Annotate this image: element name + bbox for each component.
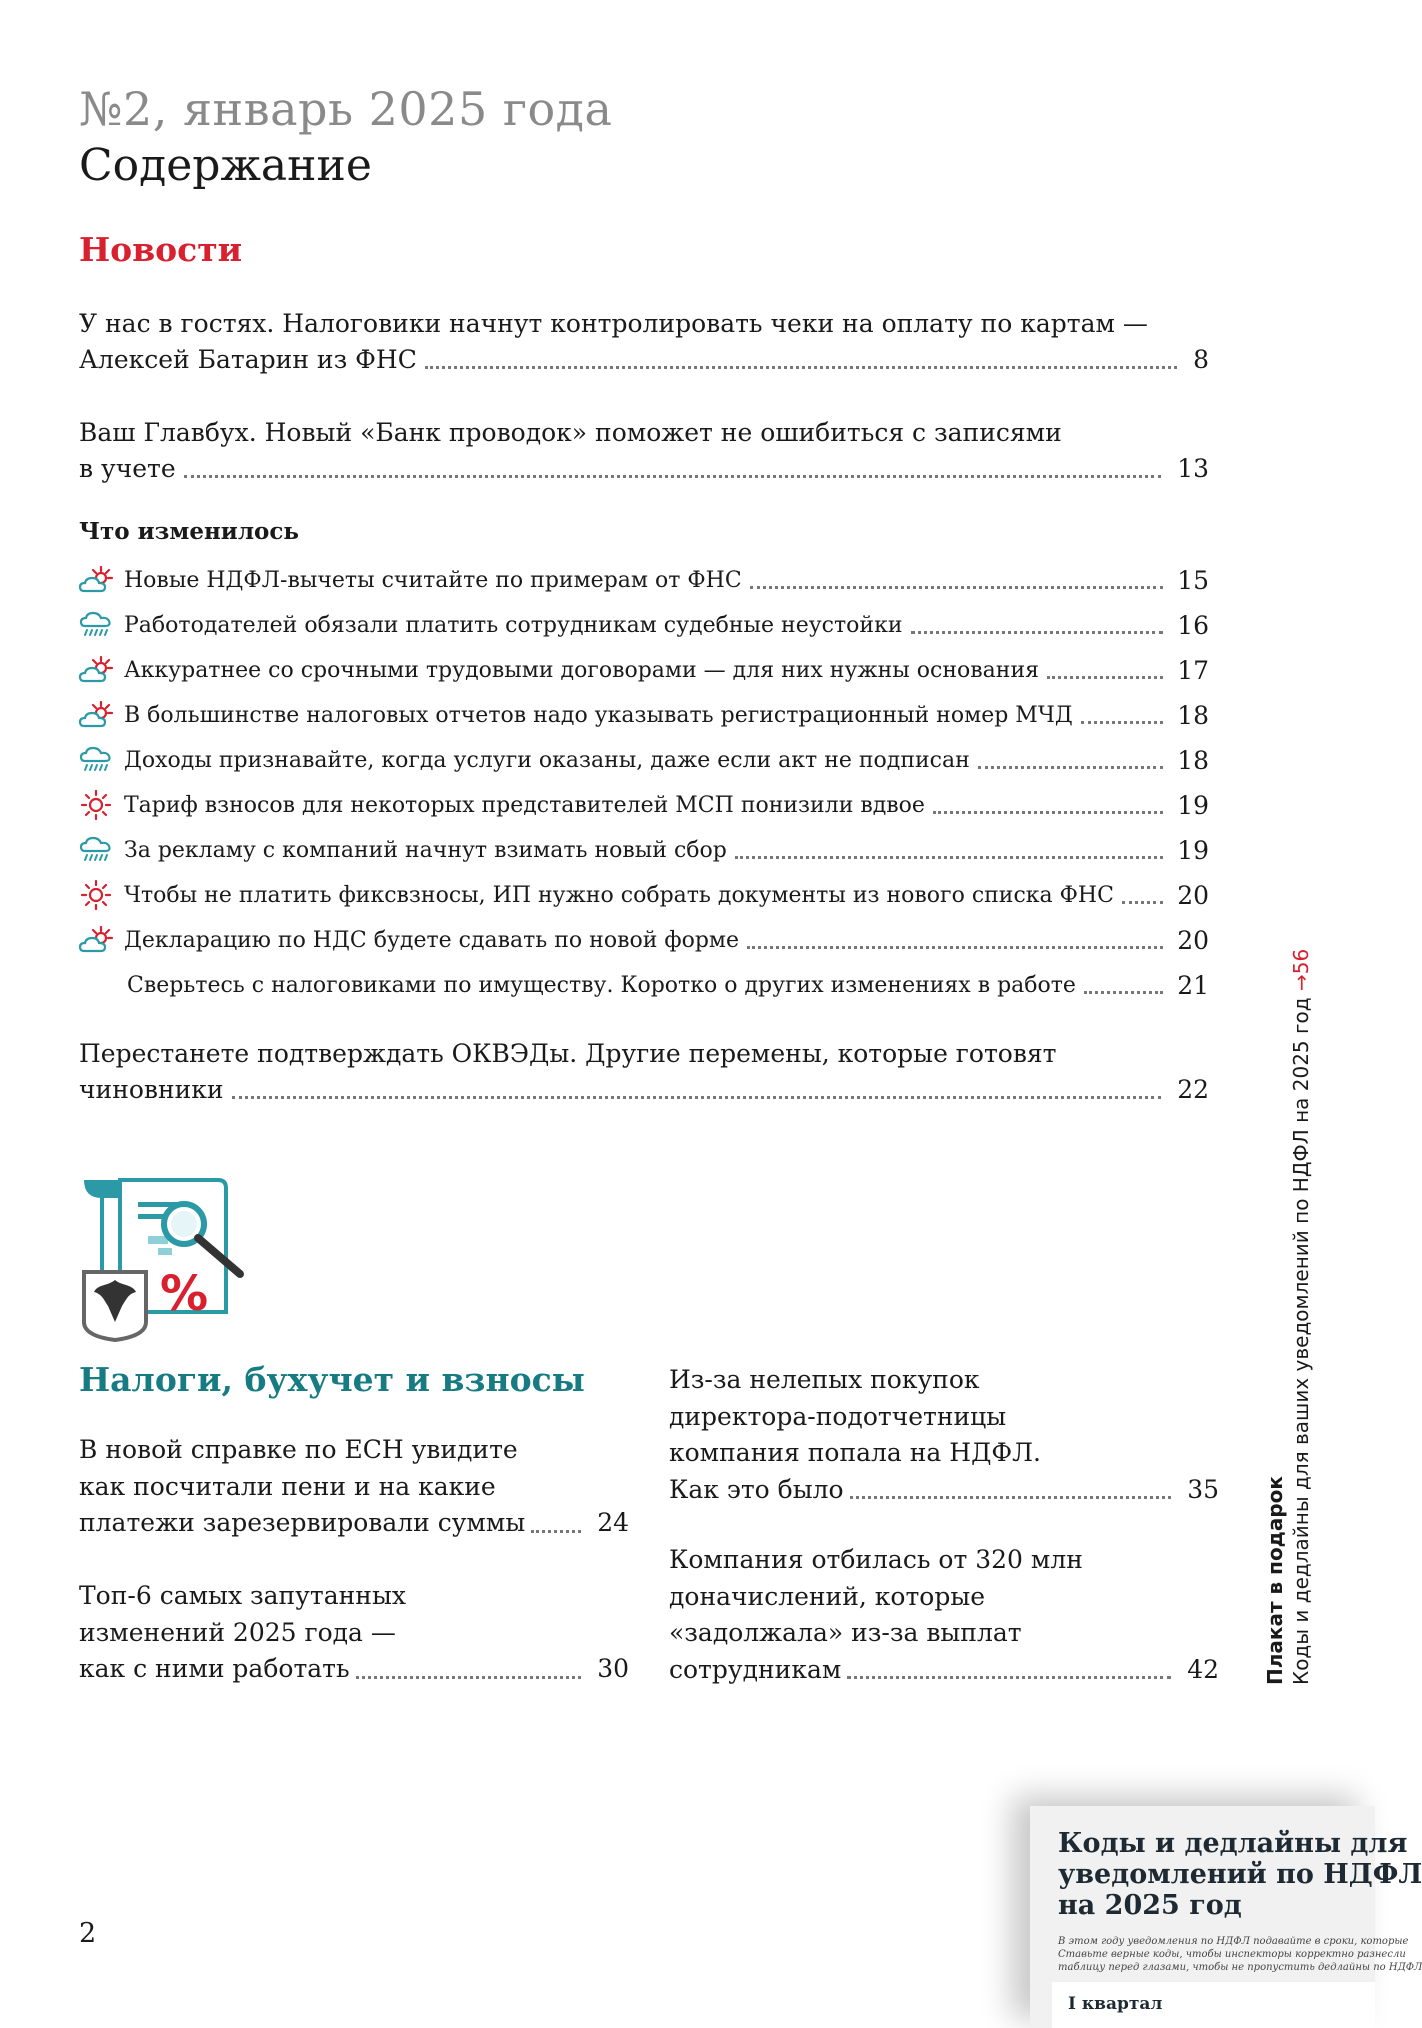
toc-entry[interactable] <box>79 1578 629 1688</box>
toc-page-number: 24 <box>597 1508 629 1537</box>
what-changed-item[interactable] <box>79 565 1209 595</box>
what-changed-item-title: Аккуратнее со срочными трудовыми договорами — для них нужны основания <box>124 657 1039 683</box>
leader-dots <box>933 811 1163 814</box>
leader-dots <box>911 631 1164 634</box>
poster-title: Коды и дедлайны для уведомлений по НДФЛ на 2025 год <box>1058 1828 1422 1921</box>
toc-entry-title: Компания отбилась от 320 млн <box>669 1545 1083 1574</box>
leader-dots <box>425 366 1177 369</box>
what-changed-item[interactable] <box>79 610 1209 640</box>
cloud-sun-icon <box>79 925 115 955</box>
toc-page-number: 42 <box>1187 1654 1219 1684</box>
cloud-rain-icon <box>79 745 115 775</box>
toc-entry-title: директора-подотчетницы <box>669 1401 1007 1431</box>
toc-page-number: 21 <box>1177 970 1209 1000</box>
toc-page-number: 15 <box>1177 565 1209 595</box>
toc-entry-title-cont: в учете <box>79 454 176 483</box>
section-heading-news: Новости <box>79 230 243 269</box>
leader-dots <box>847 1676 1171 1679</box>
toc-entry-title: Топ-6 самых запутанных <box>79 1581 406 1610</box>
toc-page-number: 18 <box>1177 700 1209 730</box>
what-changed-item[interactable] <box>79 790 1209 820</box>
leader-dots <box>750 586 1163 589</box>
what-changed-item-title: Тариф взносов для некоторых представителей МСП понизили вдвое <box>124 792 925 818</box>
toc-entry-title: платежи зарезервировали суммы <box>79 1508 526 1537</box>
toc-entry[interactable] <box>669 1362 1219 1508</box>
toc-entry-title: сотрудникам <box>669 1654 842 1684</box>
what-changed-item-title: Доходы признавайте, когда услуги оказаны, даже если акт не подписан <box>124 747 970 773</box>
what-changed-item-title: Работодателей обязали платить сотрудникам судебные неустойки <box>124 612 903 638</box>
toc-entry-title: как посчитали пени и на какие <box>79 1471 496 1501</box>
toc-entry-title-cont: чиновники <box>79 1075 224 1104</box>
poster-note: В этом году уведомления по НДФЛ подавайте в сроки, которые Ставьте верные коды, чтобы инспекторы корректно разнесли таблицу перед глазами, чтобы не пропустить дедлайны по НДФЛ <box>1058 1936 1422 1973</box>
toc-entry-title: Из-за нелепых покупок <box>669 1365 980 1394</box>
poster-quarter-label: I квартал <box>1068 1994 1163 2014</box>
cloud-sun-icon <box>79 700 115 730</box>
leader-dots <box>978 766 1163 769</box>
what-changed-item[interactable] <box>79 880 1209 910</box>
leader-dots <box>1047 676 1163 679</box>
what-changed-item-title: Новые НДФЛ-вычеты считайте по примерам от ФНС <box>124 567 742 593</box>
toc-entry[interactable] <box>669 1542 1219 1688</box>
leader-dots <box>747 946 1163 949</box>
what-changed-item[interactable] <box>79 970 1209 1000</box>
toc-page-number: 35 <box>1187 1474 1219 1504</box>
toc-page-number: 19 <box>1177 790 1209 820</box>
what-changed-item-title: Чтобы не платить фиксвзносы, ИП нужно собрать документы из нового списка ФНС <box>124 882 1114 908</box>
toc-entry-title: У нас в гостях. Налоговики начнут контролировать чеки на оплату по картам — <box>79 309 1148 338</box>
leader-dots <box>1081 721 1163 724</box>
toc-entry-title: компания попала на НДФЛ. <box>669 1438 1041 1467</box>
issue-number: №2, январь 2025 года <box>79 82 613 136</box>
subsection-heading-what-changed: Что изменилось <box>79 518 300 545</box>
toc-entry[interactable] <box>79 415 1209 487</box>
toc-entry[interactable] <box>79 1432 629 1542</box>
toc-entry-title: «задолжала» из-за выплат <box>669 1618 1022 1647</box>
cloud-rain-icon <box>79 835 115 865</box>
what-changed-item[interactable] <box>79 835 1209 865</box>
sidebar-page-number: 56 <box>1289 948 1313 975</box>
sun-icon <box>79 790 115 820</box>
toc-page-number: 20 <box>1177 925 1209 955</box>
toc-page-number: 20 <box>1177 880 1209 910</box>
what-changed-item-title: Декларацию по НДС будете сдавать по новой форме <box>124 927 740 953</box>
what-changed-item[interactable] <box>79 700 1209 730</box>
arrow-right-icon: → <box>1289 974 1313 992</box>
what-changed-item[interactable] <box>79 925 1209 955</box>
what-changed-item-title: Сверьтесь с налоговиками по имуществу. Коротко о других изменениях в работе <box>127 972 1076 998</box>
toc-entry-title: Ваш Главбух. Новый «Банк проводок» поможет не ошибиться с записями <box>79 418 1062 447</box>
page-number: 2 <box>79 1918 97 1949</box>
sidebar-text: Коды и дедлайны для ваших уведомлений по НДФЛ на 2025 год <box>1289 997 1313 1685</box>
leader-dots <box>735 856 1163 859</box>
tax-document-illustration <box>80 1172 260 1346</box>
leader-dots <box>1084 991 1163 994</box>
what-changed-item[interactable] <box>79 745 1209 775</box>
toc-entry-title-cont: Алексей Батарин из ФНС <box>79 345 417 374</box>
what-changed-item-title: В большинстве налоговых отчетов надо указывать регистрационный номер МЧД <box>124 702 1073 728</box>
leader-dots <box>531 1530 581 1533</box>
toc-entry-title: изменений 2025 года — <box>79 1617 396 1647</box>
sun-icon <box>79 880 115 910</box>
what-changed-item-title: За рекламу с компаний начнут взимать новый сбор <box>124 837 727 863</box>
leader-dots <box>850 1496 1172 1499</box>
toc-page-number: 13 <box>1177 454 1209 483</box>
toc-page-number: 19 <box>1177 835 1209 865</box>
section-heading-taxes: Налоги, бухучет и взносы <box>79 1360 585 1399</box>
toc-entry[interactable] <box>79 1036 1209 1108</box>
svg-text:%: % <box>160 1266 209 1322</box>
toc-page-number: 30 <box>597 1654 629 1683</box>
leader-dots <box>356 1676 582 1679</box>
page-title: Содержание <box>79 140 372 191</box>
leader-dots <box>184 475 1162 478</box>
leader-dots <box>232 1096 1162 1099</box>
toc-entry-title: Как это было <box>669 1474 844 1504</box>
poster-gift-sidebar[interactable] <box>1262 948 1322 1685</box>
cloud-sun-icon <box>79 565 115 595</box>
toc-entry-title: доначислений, которые <box>669 1581 986 1611</box>
toc-entry[interactable] <box>79 306 1209 378</box>
what-changed-item[interactable] <box>79 655 1209 685</box>
toc-page-number: 16 <box>1177 610 1209 640</box>
toc-page-number: 17 <box>1177 655 1209 685</box>
cloud-rain-icon <box>79 610 115 640</box>
toc-entry-title: как с ними работать <box>79 1654 350 1683</box>
toc-page-number: 8 <box>1193 345 1209 374</box>
toc-page-number: 18 <box>1177 745 1209 775</box>
toc-entry-title: В новой справке по ЕСН увидите <box>79 1435 518 1464</box>
cloud-sun-icon <box>79 655 115 685</box>
leader-dots <box>1122 901 1163 904</box>
poster-preview[interactable] <box>1030 1806 1422 2028</box>
toc-page-number: 22 <box>1177 1075 1209 1104</box>
sidebar-bold-label: Плакат в подарок <box>1263 1476 1287 1685</box>
toc-entry-title: Перестанете подтверждать ОКВЭДы. Другие перемены, которые готовят <box>79 1039 1057 1068</box>
